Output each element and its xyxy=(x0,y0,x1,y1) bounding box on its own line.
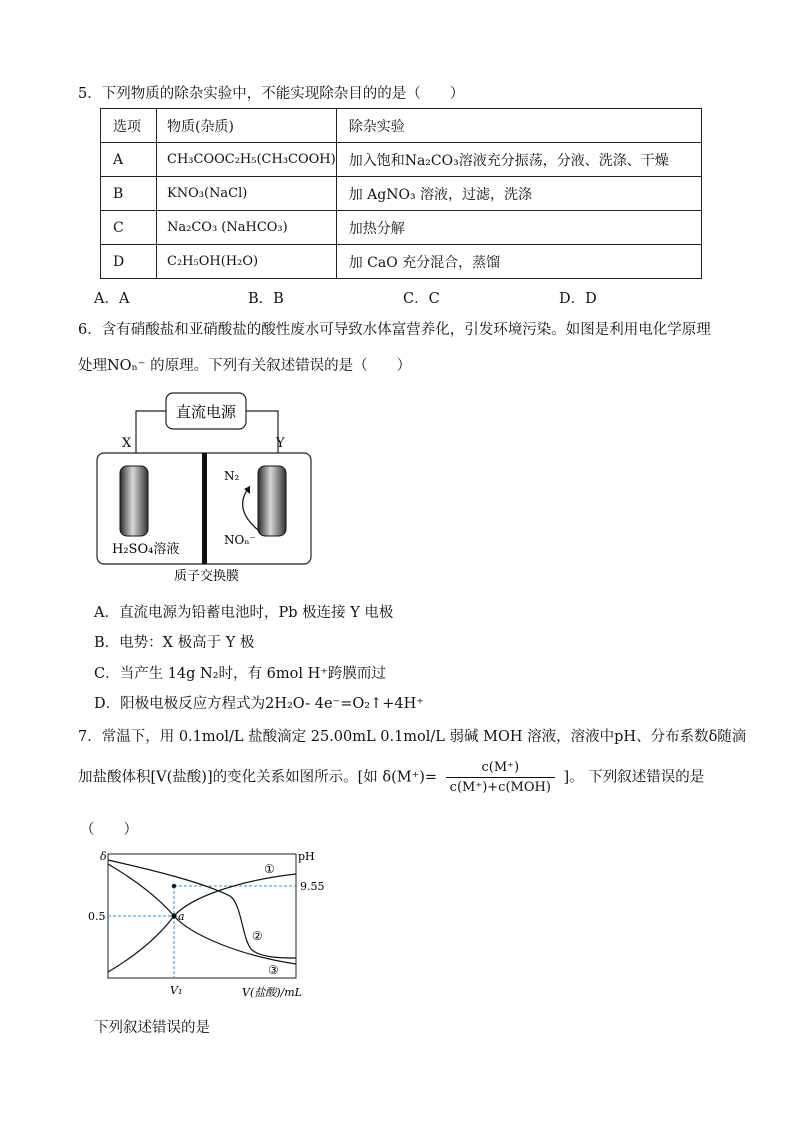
curve-label-3: ③ xyxy=(268,963,279,977)
curve-3-delta-m xyxy=(108,874,296,972)
table-cell-substance: CH₃COOC₂H₅(CH₃COOH) xyxy=(157,143,337,177)
power-label: 直流电源 xyxy=(175,403,237,421)
curve-label-1: ① xyxy=(264,862,275,876)
table-row xyxy=(101,177,702,211)
table-cell-opt: B xyxy=(101,177,157,211)
label-solution: H₂SO₄溶液 xyxy=(112,542,180,557)
titration-chart xyxy=(88,844,332,1004)
table-cell-substance: C₂H₅OH(H₂O) xyxy=(157,245,337,279)
point-a xyxy=(171,913,176,918)
label-no3: NOₙ⁻ xyxy=(224,533,256,547)
x-tick-v1: V₁ xyxy=(170,984,183,997)
membrane xyxy=(202,453,207,564)
q6-option-b[interactable]: B．电势：X 极高于 Y 极 xyxy=(94,635,255,651)
q7-line1: 7．常温下，用 0.1mol/L 盐酸滴定 25.00mL 0.1mol/L 弱碱 MOH 溶液，溶液中pH、分布系数δ随滴 xyxy=(78,729,747,745)
y-right-label: pH xyxy=(298,850,315,863)
q7-line2-pre: 加盐酸体积[V(盐酸)]的变化关系如图所示。[如 δ(M⁺)= xyxy=(78,769,438,786)
table-cell-method: 加 AgNO₃ 溶液，过滤，洗涤 xyxy=(336,177,701,211)
answer-c[interactable]: C．C xyxy=(403,291,440,307)
point-ph xyxy=(172,884,176,888)
label-membrane: 质子交换膜 xyxy=(174,569,240,584)
table-cell-method: 加入饱和Na₂CO₃溶液充分振荡，分液、洗涤、干燥 xyxy=(336,143,701,177)
fraction-numerator: c(M⁺) xyxy=(446,760,555,778)
curve-label-2: ② xyxy=(252,929,263,943)
point-a-label: a xyxy=(178,910,185,923)
q7-bracket: （ ） xyxy=(80,822,138,838)
table-cell-method: 加热分解 xyxy=(336,211,701,245)
q6-option-c[interactable]: C．当产生 14g N₂时，有 6mol H⁺跨膜而过 xyxy=(94,666,386,682)
table-header: 除杂实验 xyxy=(336,109,701,143)
table-header: 物质(杂质) xyxy=(157,109,337,143)
q7-line2 xyxy=(78,760,704,795)
q7-footer: 下列叙述错误的是 xyxy=(94,1020,210,1036)
x-axis-label: V(盐酸)/mL xyxy=(242,986,302,999)
label-y: Y xyxy=(276,436,285,451)
y-left-label: δ xyxy=(100,850,107,863)
q5-table xyxy=(100,108,702,279)
delta-fraction xyxy=(446,760,555,795)
electrolysis-diagram xyxy=(92,390,322,585)
table-cell-method: 加 CaO 充分混合，蒸馏 xyxy=(336,245,701,279)
answer-a[interactable]: A．A xyxy=(94,291,130,307)
ph-tick: 9.55 xyxy=(300,880,325,893)
electrode-left xyxy=(120,466,148,536)
q7-line2-post: ]。 下列叙述错误的是 xyxy=(563,769,705,786)
table-header-row xyxy=(101,109,702,143)
table-row xyxy=(101,143,702,177)
answer-b[interactable]: B．B xyxy=(248,291,284,307)
label-n2: N₂ xyxy=(224,469,240,483)
table-cell-substance: Na₂CO₃ (NaHCO₃) xyxy=(157,211,337,245)
label-x: X xyxy=(122,436,132,451)
electrode-right xyxy=(258,466,286,536)
table-cell-opt: C xyxy=(101,211,157,245)
q5-stem: 5．下列物质的除杂实验中，不能实现除杂目的的是（ ） xyxy=(78,86,465,102)
q6-line2: 处理NOₙ⁻ 的原理。下列有关叙述错误的是（ ） xyxy=(78,358,412,374)
table-row xyxy=(101,211,702,245)
table-row xyxy=(101,245,702,279)
table-header: 选项 xyxy=(101,109,157,143)
fraction-denominator: c(M⁺)+c(MOH) xyxy=(449,780,551,795)
answer-d[interactable]: D．D xyxy=(559,291,597,307)
q6-line1: 6．含有硝酸盐和亚硝酸盐的酸性废水可导致水体富营养化，引发环境污染。如图是利用电化学原理 xyxy=(78,322,711,338)
table-cell-substance: KNO₃(NaCl) xyxy=(157,177,337,211)
table-cell-opt: A xyxy=(101,143,157,177)
q6-option-d[interactable]: D．阳极电极反应方程式为2H₂O- 4e⁻=O₂↑+4H⁺ xyxy=(94,696,424,712)
q6-option-a[interactable]: A．直流电源为铅蓄电池时，Pb 极连接 Y 电极 xyxy=(94,605,394,621)
curve-1-delta-moh xyxy=(108,864,296,964)
table-cell-opt: D xyxy=(101,245,157,279)
y-tick-half: 0.5 xyxy=(88,910,106,923)
